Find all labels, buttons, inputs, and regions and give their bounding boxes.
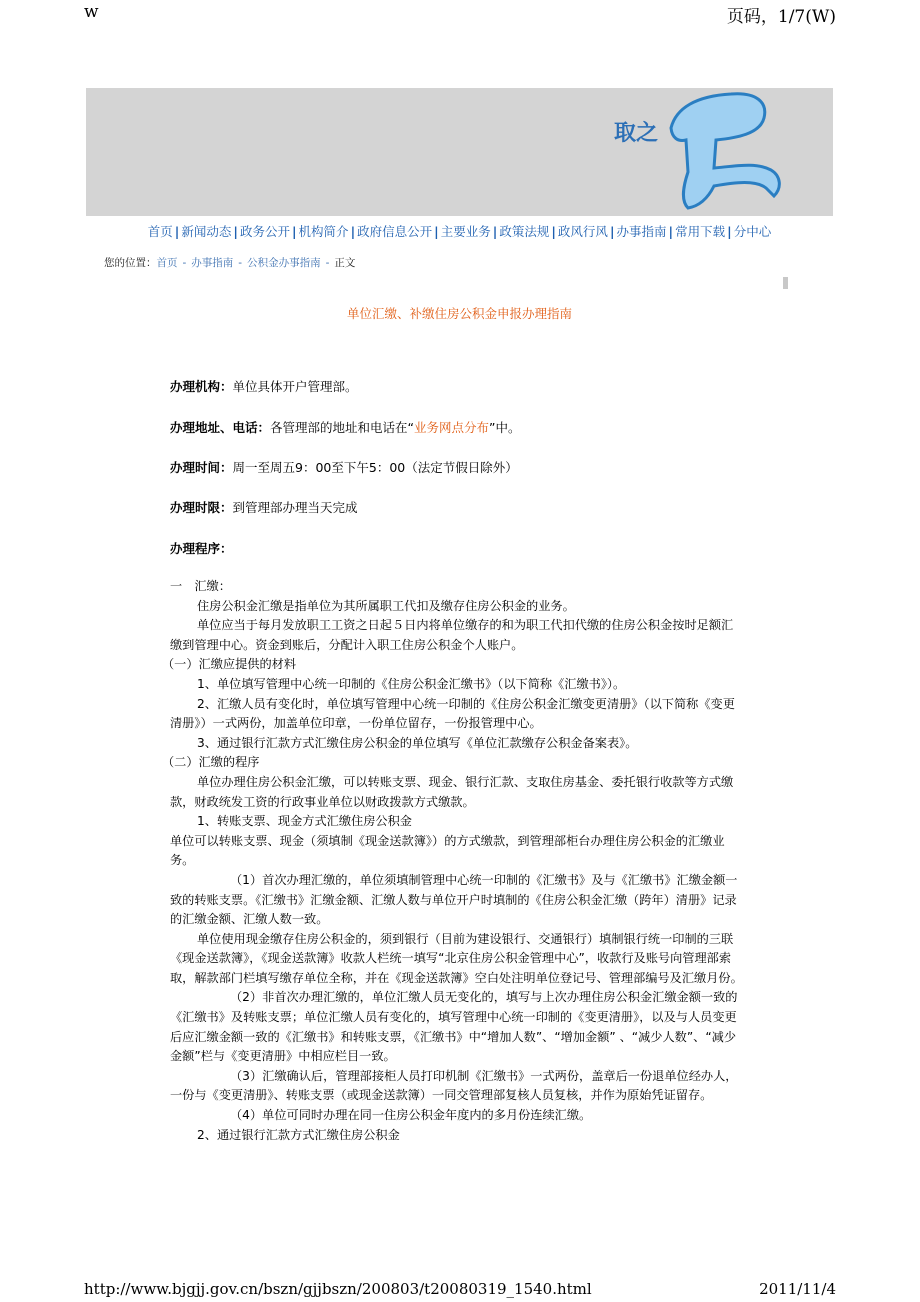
paragraph: 单位应当于每月发放职工工资之日起５日内将单位缴存的和为职工代扣代缴的住房公积金按时足额汇缴到管理中心。资金到账后，分配计入职工住房公积金个人账户。 [170,618,734,652]
banner-logo [596,88,806,216]
branch-distribution-link[interactable]: 业务网点分布 [414,420,490,435]
info-addr-post: ”中。 [489,420,521,435]
breadcrumb-arrow: - [325,257,330,269]
article-body [162,577,745,1145]
info-procedure [170,539,233,557]
logo-brush-shape [671,94,779,208]
nav-separator: | [551,224,556,239]
breadcrumb-arrow: - [182,257,187,269]
info-org-value: 单位具体开户管理部。 [232,379,358,394]
paragraph: 单位使用现金缴存住房公积金的，须到银行（目前为建设银行、交通银行）填制银行统一印制的三联《现金送款簿》，《现金送款簿》收款人栏统一填写“北京住房公积金管理中心”，收款行及账号向管理部索取，解款部门栏填写缴存单位全称，并在《现金送款簿》空白处注明单位登记号、管理部编号及汇缴月份。 [170,931,743,985]
page-header-page-number: 页码，1/7(W) [726,7,836,27]
info-time [170,458,518,476]
nav-separator: | [233,224,238,239]
list-item: 2、汇缴人员有变化时，单位填写管理中心统一印制的《住房公积金汇缴变更清册》（以下简称《变更清册》）一式两份，加盖单位印章，一份单位留存，一份报管理中心。 [170,696,735,731]
subsection-heading: （二）汇缴的程序 [162,755,260,770]
nav-item[interactable]: 政府信息公开 [357,224,433,239]
list-item: 1、转账支票、现金方式汇缴住房公积金 [197,814,412,829]
info-addr-label: 办理地址、电话： [170,420,271,435]
paragraph: 住房公积金汇缴是指单位为其所属职工代扣及缴存住房公积金的业务。 [197,598,575,613]
page-footer-date: 2011/11/4 [759,1280,836,1298]
scroll-marker [783,277,788,289]
nav-separator: | [727,224,732,239]
site-banner [86,88,833,216]
info-proc-label: 办理程序： [170,541,233,556]
nav-item[interactable]: 政务公开 [239,224,290,239]
page-footer-url: http://www.bjgjj.gov.cn/bszn/gjjbszn/200803/t20080319_1540.html [84,1280,592,1298]
list-item: 2、通过银行汇款方式汇缴住房公积金 [197,1127,400,1142]
list-item: （1）首次办理汇缴的，单位须填制管理中心统一印制的《汇缴书》及与《汇缴书》汇缴金额一致的转账支票。《汇缴书》汇缴金额、汇缴人数与单位开户时填制的《住房公积金汇缴（跨年）清册》记录的汇缴金额、汇缴人数一致。 [170,872,738,927]
breadcrumb-current: 正文 [334,257,356,269]
section-heading: 一 汇缴： [170,579,231,593]
nav-separator: | [291,224,297,239]
page-header-left: w [84,2,99,22]
nav-item[interactable]: 分中心 [733,224,772,239]
paragraph: 单位可以转账支票、现金（须填制《现金送款簿》）的方式缴款，到管理部柜台办理住房公积金的汇缴业务。 [170,833,725,868]
breadcrumb-arrow: - [238,257,243,269]
nav-item[interactable]: 政风行风 [557,224,608,239]
breadcrumb-link[interactable]: 公积金办事指南 [247,257,321,269]
info-org [170,377,358,395]
nav-separator: | [609,224,615,239]
breadcrumb [104,255,355,270]
info-limit [170,498,358,516]
list-item: （2）非首次办理汇缴的，单位汇缴人员无变化的，填写与上次办理住房公积金汇缴金额一致的《汇缴书》及转账支票；单位汇缴人员有变化的，填写管理中心统一印制的《变更清册》，以及与人员变更后应汇缴金额一致的《汇缴书》和转账支票，《汇缴书》中“增加人数”、“增加金额” 、“减少人数”、“减少金额”栏与《变更清册》中相应栏目一致。 [170,990,738,1064]
main-nav [86,222,833,240]
info-time-label: 办理时间： [170,460,233,475]
nav-separator: | [174,224,180,239]
list-item: 3、通过银行汇款方式汇缴住房公积金的单位填写《单位汇款缴存公积金备案表》。 [197,735,638,750]
info-time-value: 周一至周五9：00至下午5：00（法定节假日除外） [232,460,518,475]
nav-separator: | [434,224,439,239]
info-addr-pre: 各管理部的地址和电话在“ [270,420,414,435]
subsection-heading: （一）汇缴应提供的材料 [162,657,297,672]
list-item: （4）单位可同时办理在同一住房公积金年度内的多月份连续汇缴。 [230,1108,592,1123]
paragraph: 单位办理住房公积金汇缴，可以转账支票、现金、银行汇款、支取住房基金、委托银行收款等方式缴款，财政统发工资的行政事业单位以财政拨款方式缴款。 [170,774,734,809]
nav-item[interactable]: 主要业务 [440,224,491,239]
info-org-label: 办理机构： [170,379,233,394]
breadcrumb-link[interactable]: 办事指南 [191,257,234,269]
info-address [170,418,521,436]
breadcrumb-prefix: 您的位置： [104,257,157,269]
nav-separator: | [350,224,356,239]
nav-separator: | [492,224,498,239]
nav-item[interactable]: 政策法规 [499,224,550,239]
nav-item[interactable]: 机构简介 [298,224,349,239]
info-limit-label: 办理时限： [170,500,233,515]
breadcrumb-link[interactable]: 首页 [156,257,178,269]
list-item: （3）汇缴确认后，管理部接柜人员打印机制《汇缴书》一式两份，盖章后一份退单位经办人，一份与《变更清册》、转账支票（或现金送款簿）一同交管理部复核人员复核，并作为原始凭证留存。 [170,1068,738,1103]
info-limit-value: 到管理部办理当天完成 [232,500,358,515]
nav-item[interactable]: 办事指南 [616,224,667,239]
nav-item[interactable]: 常用下载 [675,224,726,239]
logo-small-text: 取之 [614,120,659,146]
list-item: 1、单位填写管理中心统一印制的《住房公积金汇缴书》（以下简称《汇缴书》）。 [197,676,626,691]
page-title: 单位汇缴、补缴住房公积金申报办理指南 [346,306,572,321]
nav-item[interactable]: 新闻动态 [181,224,232,239]
nav-separator: | [668,224,674,239]
nav-item[interactable]: 首页 [147,224,173,239]
